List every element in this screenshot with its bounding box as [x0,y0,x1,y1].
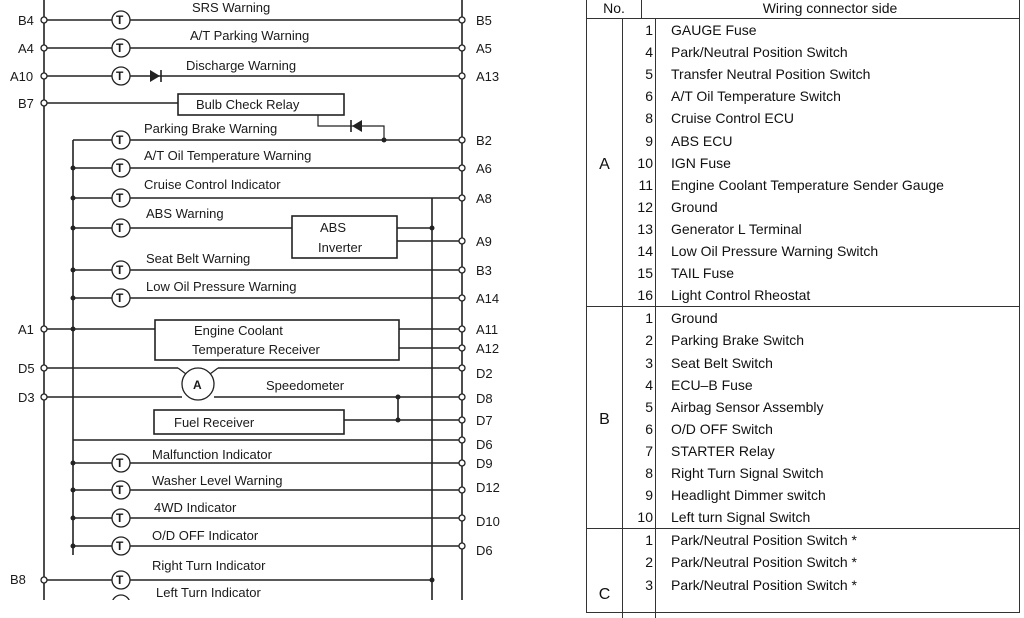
abs-inverter-label-2: Inverter [318,240,363,255]
meter-glyph: T [116,133,124,147]
fuel-receiver-label: Fuel Receiver [174,415,255,430]
pin-A6: A6 [476,161,492,176]
row-description: ABS ECU [671,132,733,149]
label-abs-warning: ABS Warning [146,206,224,221]
terminal [459,165,465,171]
label-washer-level-warning: Washer Level Warning [152,473,283,488]
meter-symbol [112,67,130,85]
meter-symbol [112,537,130,555]
terminal [459,238,465,244]
divider [641,0,642,18]
meter-glyph: T [116,221,124,235]
terminal [41,365,47,371]
connector-table [586,0,1020,613]
junction [71,166,76,171]
row-number: 2 [645,332,653,349]
junction [71,296,76,301]
label-4wd-indicator: 4WD Indicator [154,500,237,515]
junction [71,268,76,273]
pin-D8: D8 [476,391,493,406]
meter-glyph: T [116,539,124,553]
row-description: Cruise Control ECU [671,110,794,127]
header-no: No. [603,0,625,16]
row-number: 6 [645,420,653,437]
row-description: Right Turn Signal Switch [671,465,824,481]
row-description: Park/Neutral Position Switch * [671,554,857,571]
label-parking-brake-warning: Parking Brake Warning [144,121,278,136]
row-number: 5 [645,398,653,415]
row-description: Headlight Dimmer switch [671,487,826,504]
engine-coolant-label-1: Engine Coolant [194,323,283,338]
terminal [459,394,465,400]
row-number: 4 [645,376,653,393]
row-description: O/D OFF Switch [671,420,773,437]
pin-A11: A11 [476,322,499,337]
pin-A12: A12 [476,341,500,356]
terminal [459,137,465,143]
row-number: 13 [637,220,653,237]
row-description: Left turn Signal Switch [671,509,811,526]
label-low-oil-pressure-warning: Low Oil Pressure Warning [146,279,297,294]
row-number: 1 [645,532,653,549]
abs-inverter-label-1: ABS [320,220,347,235]
junction [71,488,76,493]
meter-symbol [112,289,130,307]
row-number: 3 [645,354,653,371]
row-number: 10 [637,509,653,526]
terminal [41,577,47,583]
label-speedometer: Speedometer [266,378,345,393]
pin-B3: B3 [476,263,492,278]
junction [71,461,76,466]
row-number: 14 [637,243,653,259]
junction [71,226,76,231]
pin-D6-2: D6 [476,543,493,558]
terminal [459,195,465,201]
row-description: TAIL Fuse [671,265,735,282]
pin-A14: A14 [476,291,500,306]
row-description: Transfer Neutral Position Switch [671,66,871,83]
row-number: 3 [645,576,653,593]
label-cruise-control-indicator: Cruise Control Indicator [144,177,281,192]
row-description: Park/Neutral Position Switch * [671,532,857,549]
row-description: STARTER Relay [671,442,775,459]
label-discharge-warning: Discharge Warning [186,58,297,73]
speedometer-gauge-symbol [178,368,218,400]
row-description: ECU–B Fuse [671,376,753,393]
pin-A9: A9 [476,234,492,249]
junction [430,226,435,231]
meter-symbol [112,481,130,499]
group-separator [587,528,1019,529]
terminal [459,515,465,521]
terminal [41,326,47,332]
row-description: Light Control Rheostat [671,287,811,304]
row-number: 1 [645,22,653,38]
row-description: Ground [671,198,718,215]
pin-D2: D2 [476,366,493,381]
row-description: Ground [671,310,718,327]
terminal [41,73,47,79]
row-description: IGN Fuse [671,154,731,171]
bulb-check-relay-label: Bulb Check Relay [196,97,300,112]
diode-symbol [150,70,161,82]
row-description: Engine Coolant Temperature Sender Gauge [671,176,944,193]
pin-A8: A8 [476,191,492,206]
label-at-oil-temperature-warning: A/T Oil Temperature Warning [144,148,312,163]
meter-symbol [112,571,130,589]
junction [71,544,76,549]
terminal [459,437,465,443]
group-letter: C [598,586,611,603]
meter-symbol [112,189,130,207]
meter-symbol [112,219,130,237]
pin-B7: B7 [18,96,34,111]
meter-glyph: T [116,291,124,305]
row-description: Generator L Terminal [671,220,802,237]
terminal [459,45,465,51]
row-description: GAUGE Fuse [671,22,757,38]
terminal [459,295,465,301]
pin-A1: A1 [18,322,34,337]
row-number: 12 [637,198,653,215]
meter-glyph: T [116,456,124,470]
pin-D6: D6 [476,437,493,452]
row-description: Seat Belt Switch [671,354,773,371]
junction [71,327,76,332]
meter-glyph: T [116,41,124,55]
junction [430,578,435,583]
meter-symbol [112,454,130,472]
pin-D7: D7 [476,413,493,428]
pin-A4: A4 [18,41,34,56]
table-header [587,0,1019,19]
row-number: 6 [645,88,653,105]
pin-B2: B2 [476,133,492,148]
terminal [459,487,465,493]
terminal [459,417,465,423]
junction [71,196,76,201]
pin-D12: D12 [476,480,500,495]
header-wiring-connector-side: Wiring connector side [762,0,898,16]
row-number: 10 [637,154,653,171]
pin-D9: D9 [476,456,493,471]
row-description: Airbag Sensor Assembly [671,398,824,415]
label-right-turn-indicator: Right Turn Indicator [152,558,266,573]
row-number: 5 [645,66,653,83]
junction [71,516,76,521]
row-number: 9 [645,487,653,504]
terminal [459,365,465,371]
pin-D5: D5 [18,361,35,376]
pin-D10: D10 [476,514,500,529]
row-number: 1 [645,310,653,327]
terminal [459,345,465,351]
junction [396,395,401,400]
meter-symbol [112,39,130,57]
terminal [459,460,465,466]
terminal [41,17,47,23]
label-malfunction-indicator: Malfunction Indicator [152,447,272,462]
row-number: 15 [637,265,653,282]
pin-A10: A10 [10,69,34,84]
pin-B4: B4 [18,13,34,28]
meter-glyph: T [116,263,124,277]
meter-glyph: T [116,13,124,27]
meter-glyph: T [116,161,124,175]
pin-A5: A5 [476,41,492,56]
meter-symbol [112,595,130,600]
terminal [459,17,465,23]
row-number: 16 [637,287,653,304]
row-description: Low Oil Pressure Warning Switch [671,243,879,259]
group-letter: A [599,155,610,173]
row-number: 9 [645,132,653,149]
meter-symbol [112,11,130,29]
terminal [41,394,47,400]
gauge-glyph: A [193,378,202,392]
label-od-off-indicator: O/D OFF Indicator [152,528,259,543]
terminal [41,100,47,106]
meter-symbol [112,131,130,149]
meter-glyph: T [116,69,124,83]
meter-symbol [112,261,130,279]
terminal [41,45,47,51]
row-number: 7 [645,442,653,459]
meter-glyph: T [116,573,124,587]
row-description: Parking Brake Switch [671,332,805,349]
terminal [459,73,465,79]
label-left-turn-indicator: Left Turn Indicator [156,585,261,600]
label-srs-warning: SRS Warning [192,0,271,15]
pin-B8: B8 [10,572,26,587]
group-separator [587,306,1019,307]
terminal [459,543,465,549]
group-letter: B [599,410,610,428]
meter-glyph: T [116,511,124,525]
row-number: 8 [645,465,653,481]
engine-coolant-label-2: Temperature Receiver [192,342,320,357]
label-seat-belt-warning: Seat Belt Warning [146,251,251,266]
terminal [459,267,465,273]
meter-symbol [112,509,130,527]
row-number: 8 [645,110,653,127]
terminal [459,326,465,332]
row-description: A/T Oil Temperature Switch [671,88,841,105]
diode-symbol [351,120,362,132]
pin-A13: A13 [476,69,500,84]
meter-symbol [112,159,130,177]
row-number: 2 [645,554,653,571]
row-description: Park/Neutral Position Switch * [671,576,857,593]
label-at-parking-warning: A/T Parking Warning [190,28,310,43]
pin-B5: B5 [476,13,492,28]
meter-glyph: T [116,191,124,205]
row-description: Park/Neutral Position Switch [671,44,848,61]
meter-glyph: T [116,483,124,497]
row-number: 4 [645,44,653,61]
pin-D3: D3 [18,390,35,405]
row-number: 11 [638,176,653,193]
